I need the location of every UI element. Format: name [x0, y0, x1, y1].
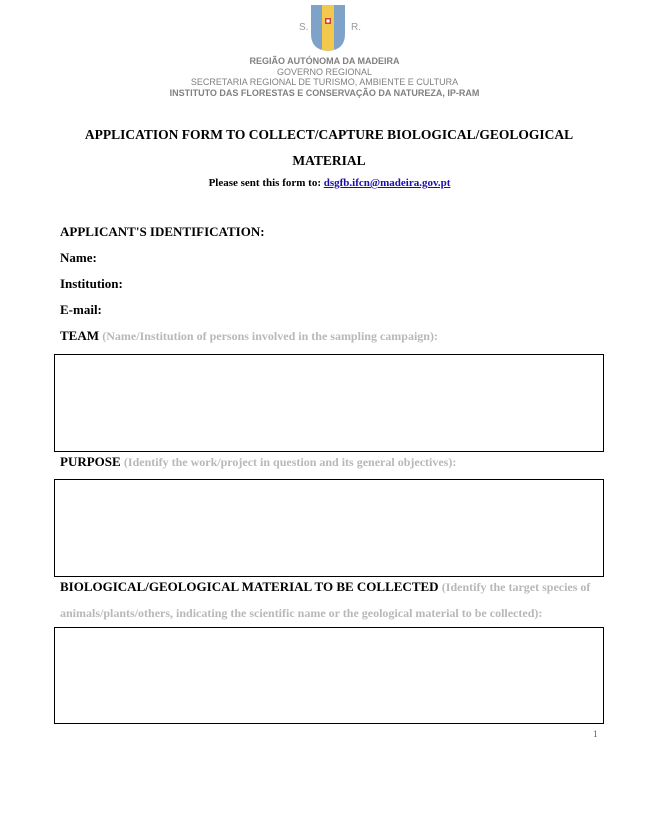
material-hint: (Identify the target species of animals/plants/others, indicating the scientific name or the geological material to be collected): [60, 580, 591, 620]
org-region: REGIÃO AUTÓNOMA DA MADEIRA [249, 56, 400, 66]
applicant-section-heading: APPLICANT'S IDENTIFICATION: [60, 224, 265, 239]
name-label: Name: [60, 250, 97, 265]
crest-left-letter: S. [299, 22, 309, 33]
purpose-heading [60, 454, 456, 470]
material-input-box[interactable] [54, 627, 604, 724]
material-heading [60, 574, 605, 626]
organization-lines [0, 56, 649, 98]
document-header [0, 4, 649, 98]
team-hint: (Name/Institution of persons involved in the sampling campaign): [102, 329, 438, 343]
org-secretariat: SECRETARIA REGIONAL DE TURISMO, AMBIENTE E CULTURA [190, 77, 459, 87]
crest-right-letter: R. [351, 22, 361, 33]
crest-row [0, 4, 649, 54]
team-input-box[interactable] [54, 354, 604, 452]
team-label: TEAM [60, 328, 99, 343]
email-label: E-mail: [60, 302, 102, 317]
send-text: Please sent this form to: [208, 177, 324, 189]
send-instruction [0, 177, 649, 189]
org-institute: INSTITUTO DAS FLORESTAS E CONSERVAÇÃO DA NATUREZA, IP-RAM [169, 87, 480, 98]
purpose-hint: (Identify the work/project in question and its general objectives): [123, 455, 457, 469]
email-link[interactable]: dsgfb.ifcn@madeira.gov.pt [323, 177, 451, 189]
material-label: BIOLOGICAL/GEOLOGICAL MATERIAL TO BE COLLECTED [60, 579, 439, 594]
team-heading [60, 328, 438, 344]
madeira-crest-logo [310, 4, 346, 52]
page-number: 1 [593, 729, 598, 739]
purpose-input-box[interactable] [54, 479, 604, 577]
institution-label: Institution: [60, 276, 123, 291]
purpose-label: PURPOSE [60, 454, 121, 469]
org-government: GOVERNO REGIONAL [276, 66, 373, 77]
form-title: APPLICATION FORM TO COLLECT/CAPTURE BIOLOGICAL/GEOLOGICAL MATERIAL [84, 127, 574, 168]
